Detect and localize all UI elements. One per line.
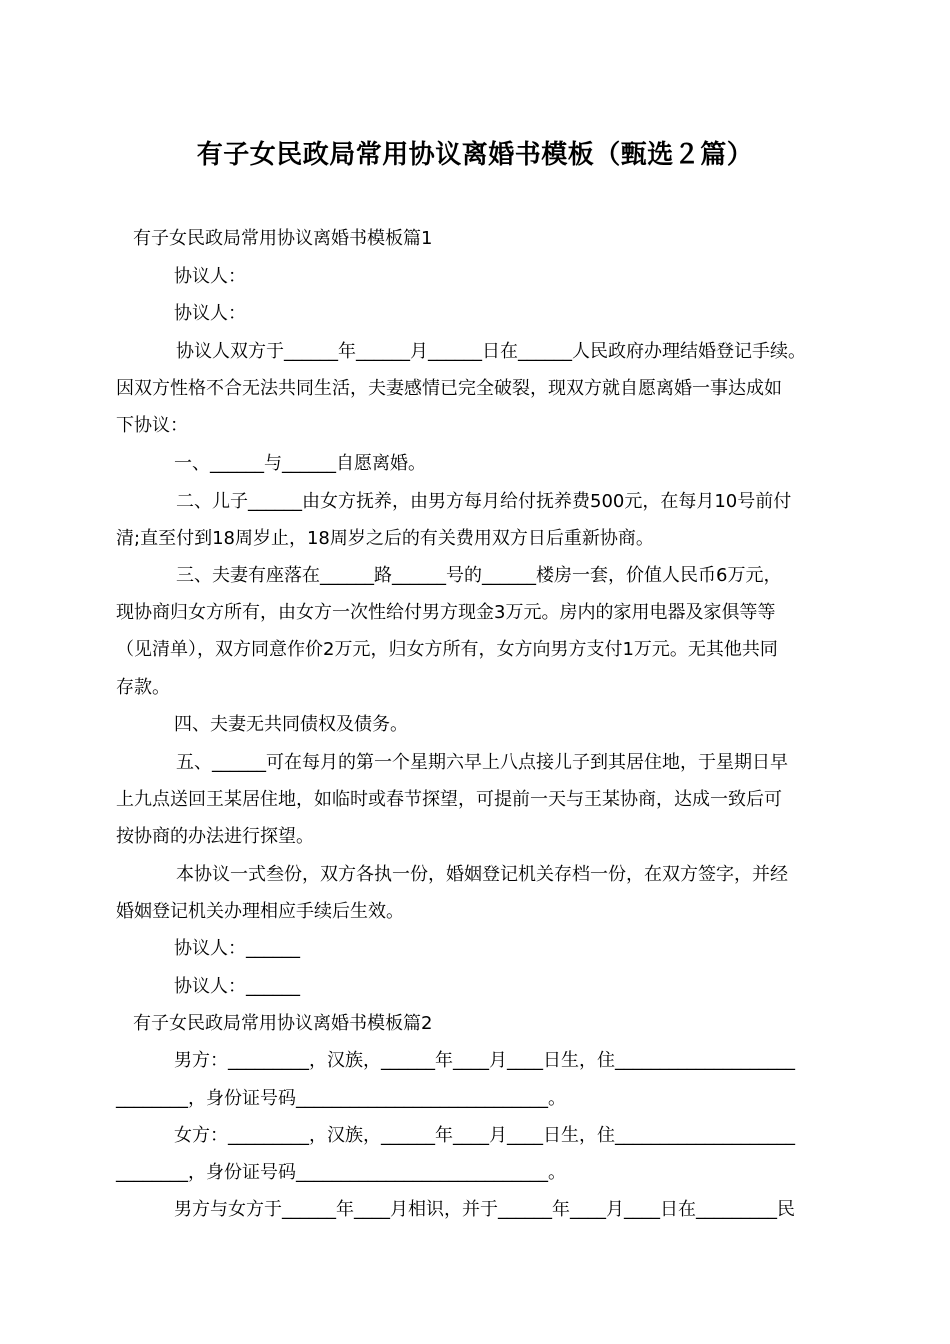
- paragraph-line: （见清单），双方同意作价2万元，归女方所有，女方向男方支付1万元。无其他共同: [116, 639, 778, 660]
- clause-2: 二、儿子______由女方抚养，由男方每月给付抚养费500元，在每月10号前付: [176, 491, 792, 512]
- clause-5: 五、______可在每月的第一个星期六早上八点接儿子到其居住地，于星期日早: [176, 752, 788, 773]
- clause-4: 四、夫妻无共同债权及债务。: [174, 714, 408, 735]
- paragraph-line: 本协议一式叁份，双方各执一份，婚姻登记机关存档一份，在双方签字，并经: [176, 864, 788, 885]
- paragraph-line: ________，身份证号码____________________________。: [116, 1088, 566, 1109]
- paragraph-line: 下协议：: [116, 415, 188, 436]
- clause-3: 三、夫妻有座落在______路______号的______楼房一套，价值人民币6万元，: [176, 565, 782, 586]
- party-line-2: 协议人：: [174, 303, 246, 324]
- paragraph-line: 存款。: [116, 677, 170, 698]
- paragraph-line: 婚姻登记机关办理相应手续后生效。: [116, 901, 404, 922]
- paragraph-line: 因双方性格不合无法共同生活，夫妻感情已完全破裂，现双方就自愿离婚一事达成如: [116, 378, 782, 399]
- paragraph-line: 男方与女方于______年____月相识，并于______年____月____日在_________民: [174, 1199, 795, 1220]
- female-party-line: 女方：_________，汉族，______年____月____日生，住____________________: [174, 1125, 795, 1146]
- paragraph-line: 清;直至付到18周岁止，18周岁之后的有关费用双方日后重新协商。: [116, 528, 654, 549]
- signature-line-2: 协议人：______: [174, 976, 300, 997]
- paragraph-line: 按协商的办法进行探望。: [116, 826, 314, 847]
- signature-line-1: 协议人：______: [174, 938, 300, 959]
- clause-1: 一、______与______自愿离婚。: [174, 453, 426, 474]
- section-heading-1: 有子女民政局常用协议离婚书模板篇1: [133, 228, 433, 249]
- party-line-1: 协议人：: [174, 266, 246, 287]
- section-heading-2: 有子女民政局常用协议离婚书模板篇2: [133, 1013, 433, 1034]
- paragraph-line: ________，身份证号码____________________________。: [116, 1162, 566, 1183]
- document-title: 有子女民政局常用协议离婚书模板（甄选２篇）: [196, 140, 754, 170]
- male-party-line: 男方：_________，汉族，______年____月____日生，住____________________: [174, 1050, 795, 1071]
- paragraph-line: 上九点送回王某居住地，如临时或春节探望，可提前一天与王某协商，达成一致后可: [116, 789, 782, 810]
- paragraph-line: 协议人双方于______年______月______日在______人民政府办理结婚登记手续。: [176, 341, 806, 362]
- paragraph-line: 现协商归女方所有，由女方一次性给付男方现金3万元。房内的家用电器及家俱等等: [116, 602, 776, 623]
